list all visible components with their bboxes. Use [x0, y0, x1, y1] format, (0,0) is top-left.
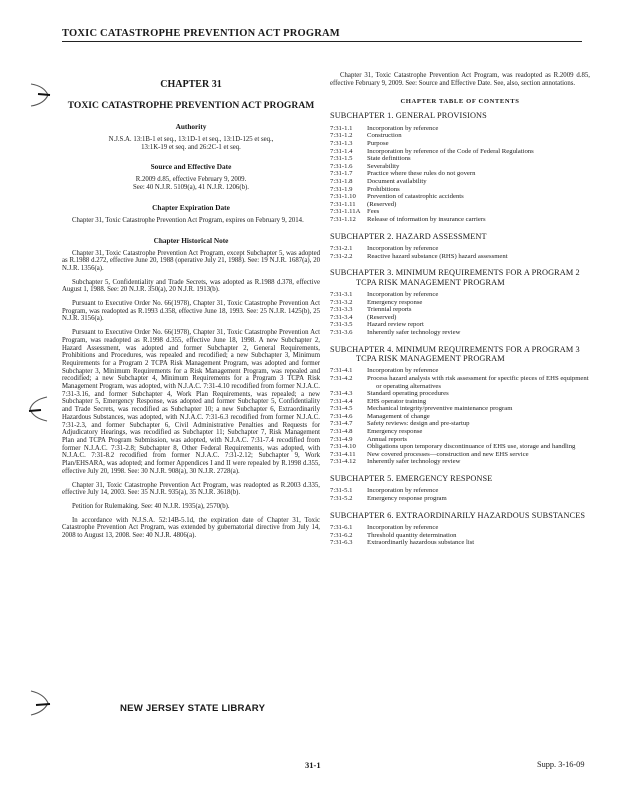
toc-entry — [330, 524, 590, 532]
section-title: Reactive hazard substance (RHS) hazard assessment — [367, 252, 508, 260]
supplement-date: Supp. 3-16-09 — [537, 760, 585, 769]
toc-entry — [330, 495, 590, 503]
toc-entry — [330, 148, 590, 156]
section-number: 7:31-3.6 — [330, 328, 353, 336]
section-title: Practice where these rules do not govern — [367, 170, 476, 178]
section-title: (Reserved) — [367, 200, 397, 208]
section-title: Threshold quantity determination — [367, 531, 457, 539]
section-number: 7:31-1.10 — [330, 193, 356, 201]
section-number: 7:31-2.1 — [330, 244, 353, 252]
right-column — [330, 72, 590, 547]
section-title: Incorporation by reference — [367, 290, 439, 298]
toc-entry — [330, 306, 590, 314]
subchapter-heading: SUBCHAPTER 2. HAZARD ASSESSMENT — [330, 231, 487, 241]
section-title: (Reserved) — [367, 313, 397, 321]
subchapter-heading: SUBCHAPTER 3. MINIMUM REQUIREMENTS FOR A PROGRAM 2 TCPA RISK MANAGEMENT PROGRAM — [330, 268, 580, 287]
subchapter-heading: SUBCHAPTER 1. GENERAL PROVISIONS — [330, 111, 487, 121]
history-paragraph: Chapter 31, Toxic Catastrophe Prevention Act Program, except Subchapter 5, was adopted as R.1988 d.272, effective June 20, 1988 (operative July 21, 1988). See: 19 N.J.R. 1687(a), 20 N.J.R. 1356(a). — [62, 249, 320, 272]
chapter-title: TOXIC CATASTROPHE PREVENTION ACT PROGRAM — [67, 100, 315, 111]
history-paragraph: Petition for Rulemaking. See: 40 N.J.R. 1935(a), 2570(b). — [72, 502, 230, 510]
binder-hole-bottom-icon — [28, 686, 52, 720]
toc-entry — [330, 178, 590, 186]
history-paragraph: Subchapter 5, Confidentiality and Trade Secrets, was adopted as R.1988 d.378, effective August 1, 1988. See: 20 N.J.R. 350(a), 20 N.J.R. 1913(b). — [62, 278, 320, 294]
toc-entry — [330, 193, 590, 201]
toc-entry — [330, 321, 590, 329]
history-paragraph: Pursuant to Executive Order No. 66(1978), Chapter 31, Toxic Catastrophe Prevention Act Program, was readopted as R.1993 d.358, effective June 18, 1993. See: 25 N.J.R. 1425(b), 25 N.J.R. 3156(a). — [62, 300, 320, 323]
section-title: Release of information by insurance carriers — [367, 215, 486, 223]
toc-entry — [330, 375, 590, 390]
section-number: 7:31-1.11A — [330, 208, 361, 216]
toc-entry — [330, 253, 590, 261]
section-title: Fees — [367, 208, 380, 216]
section-number: 7:31-1.2 — [330, 132, 353, 140]
section-number: 7:31-1.6 — [330, 162, 353, 170]
section-title: Incorporation by reference — [367, 367, 439, 375]
history-paragraph: Pursuant to Executive Order No. 66(1978), Chapter 31, Toxic Catastrophe Prevention Act Program, was readopted as R.1998 d.355, effective June 18, 1998. A new Subchapter 2, Hazard Assessment, was adopted and former Subchapter 2, General Requirements, Prohibitions and Procedures, was repealed and recodified; a new Subchapter 3, Minimum Requirements for a Program 2 TCPA Risk Management Program, was adopted and former Subchapter 3, Minimum Requirements for a Risk Management Program, was repealed and recodified; a new Subchapter 4, Minimum Requirements for a Program 3 TCPA Risk Management Program, was adopted, with N.J.A.C. 7:31-4.10 recodified from former N.J.A.C. 7:31-3.16, and former Subchapter 4, Work Plan Requirements, was repealed; a new Subchapter 5, Emergency Response, was adopted and former Subchapter 5, Confidentiality and Trade Secrets, was recodified as Subchapter 10; a new Subchapter 6, Extraordinarily Hazardous Substances, was adopted, with N.J.A.C. 7:31-6.3 recodified from former N.J.A.C. 7:31-2.3, and former Subchapter 6, Civil Administrative Penalties and Requests for Adjudicatory Hearings, was recodified as Subchapter 11; Subchapter 7, Risk Management Plan and TCPA Program Submission, was adopted, with N.J.A.C. 7:31-7.4 recodified from former N.J.A.C. 7:31-2.8; Subchapter 8, Other Federal Requirements, was adopted, with N.J.A.C. 7:31-8.2 recodified from former N.J.A.C. 7:31-2.12; Subchapter 9, Work Plan/EHSARA, was adopted; and former Appendices I and II were repealed by R.1998 d.355, effective July 20, 1998. See: 30 N.J.R. 908(a), 30 N.J.R. 2728(a). — [62, 329, 320, 475]
section-number: 7:31-4.5 — [330, 405, 353, 413]
toc-entry — [330, 487, 590, 495]
toc-entry — [330, 367, 590, 375]
section-title: EHS operator training — [367, 397, 427, 405]
toc-entry — [330, 299, 590, 307]
section-title: Emergency response — [367, 298, 423, 306]
toc-entry — [330, 539, 590, 547]
toc-entry — [330, 443, 590, 451]
section-title: Prohibitions — [367, 185, 400, 193]
section-title: Safety reviews: design and pre-startup — [367, 420, 470, 428]
section-title: Inherently safer technology review — [367, 328, 461, 336]
section-number: 7:31-3.4 — [330, 313, 353, 321]
readoption-note: Chapter 31, Toxic Catastrophe Prevention Act Program, was readopted as R.2009 d.85, effective February 9, 2009. See: Source and Effective Date. See, also, section annotations. — [330, 72, 590, 87]
section-title: Process hazard analysis with risk assessment for specific pieces of EHS equipment or operating alternatives — [367, 374, 589, 390]
toc-title: CHAPTER TABLE OF CONTENTS — [400, 98, 520, 106]
section-number: 7:31-2.2 — [330, 252, 353, 260]
section-title: Hazard review report — [367, 321, 424, 329]
library-stamp: NEW JERSEY STATE LIBRARY — [120, 703, 266, 714]
section-title: Construction — [367, 132, 402, 140]
toc-entry — [330, 413, 590, 421]
section-title: Document availability — [367, 177, 427, 185]
section-number: 7:31-4.2 — [330, 374, 353, 382]
toc-entry — [330, 314, 590, 322]
authority-line: N.J.S.A. 13:1B-1 et seq., 13:1D-1 et seq., 13:1D-125 et seq., — [108, 136, 274, 143]
binder-hole-middle-icon — [27, 392, 51, 426]
authority-heading: Authority — [175, 122, 207, 131]
section-number: 7:31-4.8 — [330, 428, 353, 436]
expiration-text: Chapter 31, Toxic Catastrophe Prevention Act Program, expires on February 9, 2014. — [72, 216, 304, 224]
section-title: Emergency response program — [367, 495, 447, 503]
section-title: Incorporation by reference — [367, 244, 439, 252]
section-title: New covered processes—construction and new EHS service — [367, 450, 529, 458]
section-title: Purpose — [367, 140, 389, 147]
section-number: 7:31-4.12 — [330, 458, 356, 466]
section-number: 7:31-4.3 — [330, 390, 353, 398]
section-number: 7:31-3.3 — [330, 306, 353, 314]
source-effective-line: R.2009 d.85, effective February 9, 2009. — [135, 176, 247, 184]
toc-entry — [330, 140, 590, 148]
history-heading: Chapter Historical Note — [153, 235, 229, 245]
section-number: 7:31-4.7 — [330, 420, 353, 428]
section-number: 7:31-4.9 — [330, 435, 353, 443]
section-number: 7:31-6.3 — [330, 539, 353, 547]
toc-entry — [330, 532, 590, 540]
section-title: Incorporation by reference — [367, 124, 439, 132]
history-paragraph: Chapter 31, Toxic Catastrophe Prevention Act Program, was readopted as R.2003 d.335, effective July 14, 2003. See: 35 N.J.R. 935(a), 35 N.J.R. 3618(b). — [62, 481, 320, 497]
section-number: 7:31-1.3 — [330, 140, 353, 147]
page-number: 31-1 — [305, 760, 321, 770]
history-paragraph: In accordance with N.J.S.A. 52:14B-5.1d, the expiration date of Chapter 31, Toxic Catastrophe Prevention Act Program, was extended by gubernatorial directive from July 14, 2008 to August 13, 2008. See: 40 N.J.R. 4806(a). — [62, 516, 320, 540]
section-number: 7:31-4.1 — [330, 367, 353, 375]
section-number: 7:31-4.11 — [330, 450, 356, 458]
section-title: Extraordinarily hazardous substance list — [367, 539, 475, 547]
section-title: State definitions — [367, 155, 411, 163]
toc-entry — [330, 245, 590, 253]
section-title: Triennial reports — [367, 306, 412, 314]
running-head: TOXIC CATASTROPHE PREVENTION ACT PROGRAM — [62, 28, 582, 42]
source-effective-block — [62, 176, 320, 191]
toc-entry — [330, 458, 590, 466]
section-number: 7:31-5.1 — [330, 487, 353, 495]
section-title: Incorporation by reference — [367, 524, 439, 532]
section-number: 7:31-4.4 — [330, 397, 353, 405]
binder-hole-top-icon — [28, 78, 52, 112]
section-title: Inherently safer technology review — [367, 458, 461, 466]
section-title: Obligations upon temporary discontinuance of EHS use, storage and handling — [367, 443, 576, 451]
toc-entry — [330, 436, 590, 444]
toc-entry — [330, 163, 590, 171]
section-number: 7:31-1.4 — [330, 147, 353, 155]
authority-line: 13:1K-19 et seq. and 26:2C-1 et seq. — [141, 143, 241, 151]
section-number: 7:31-1.1 — [330, 124, 353, 132]
section-number: 7:31-1.9 — [330, 185, 353, 193]
toc-entry — [330, 398, 590, 406]
section-title: Standard operating procedures — [367, 390, 449, 398]
source-effective-line: See: 40 N.J.R. 5109(a), 41 N.J.R. 1206(b). — [133, 184, 249, 192]
section-number: 7:31-6.1 — [330, 524, 353, 532]
toc-entry — [330, 390, 590, 398]
section-number: 7:31-1.5 — [330, 155, 353, 163]
subchapter-heading: SUBCHAPTER 6. EXTRAORDINARILY HAZARDOUS SUBSTANCES — [330, 510, 586, 520]
toc-entry — [330, 451, 590, 459]
toc-entry — [330, 208, 590, 216]
subchapter-heading: SUBCHAPTER 4. MINIMUM REQUIREMENTS FOR A PROGRAM 3 TCPA RISK MANAGEMENT PROGRAM — [330, 344, 580, 363]
section-number: 7:31-3.2 — [330, 298, 353, 306]
expiration-heading: Chapter Expiration Date — [152, 202, 230, 212]
toc-entry — [330, 132, 590, 140]
section-number: 7:31-3.1 — [330, 290, 353, 298]
section-number: 7:31-1.8 — [330, 177, 353, 185]
section-number: 7:31-6.2 — [330, 531, 353, 539]
toc-entry — [330, 291, 590, 299]
authority-block — [62, 136, 320, 151]
toc-entry — [330, 125, 590, 133]
toc-entry — [330, 405, 590, 413]
table-of-contents — [330, 111, 590, 546]
toc-entry — [330, 201, 590, 209]
toc-entry — [330, 216, 590, 224]
section-number: 7:31-4.10 — [330, 443, 356, 451]
section-title: Incorporation by reference — [367, 487, 439, 495]
toc-entry — [330, 420, 590, 428]
subchapter-heading: SUBCHAPTER 5. EMERGENCY RESPONSE — [330, 474, 493, 484]
section-title: Prevention of catastrophic accidents — [367, 193, 464, 201]
section-number: 7:31-4.6 — [330, 412, 353, 420]
toc-entry — [330, 329, 590, 337]
section-title: Management of change — [367, 412, 430, 420]
section-title: Emergency response — [367, 428, 423, 436]
toc-entry — [330, 155, 590, 163]
section-number: 7:31-1.11 — [330, 200, 356, 208]
section-title: Severability — [367, 162, 400, 170]
toc-entry — [330, 428, 590, 436]
section-title: Incorporation by reference of the Code of Federal Regulations — [367, 147, 534, 155]
section-title: Annual reports — [367, 435, 407, 443]
toc-entry — [330, 186, 590, 194]
section-number: 7:31-5.2 — [330, 495, 353, 503]
source-effective-heading: Source and Effective Date — [150, 162, 232, 172]
section-number: 7:31-3.5 — [330, 321, 353, 329]
toc-entry — [330, 170, 590, 178]
section-title: Mechanical integrity/preventive maintenance program — [367, 405, 513, 413]
left-column — [62, 72, 320, 540]
section-number: 7:31-1.12 — [330, 215, 356, 223]
chapter-number: CHAPTER 31 — [160, 79, 222, 90]
section-number: 7:31-1.7 — [330, 170, 353, 178]
